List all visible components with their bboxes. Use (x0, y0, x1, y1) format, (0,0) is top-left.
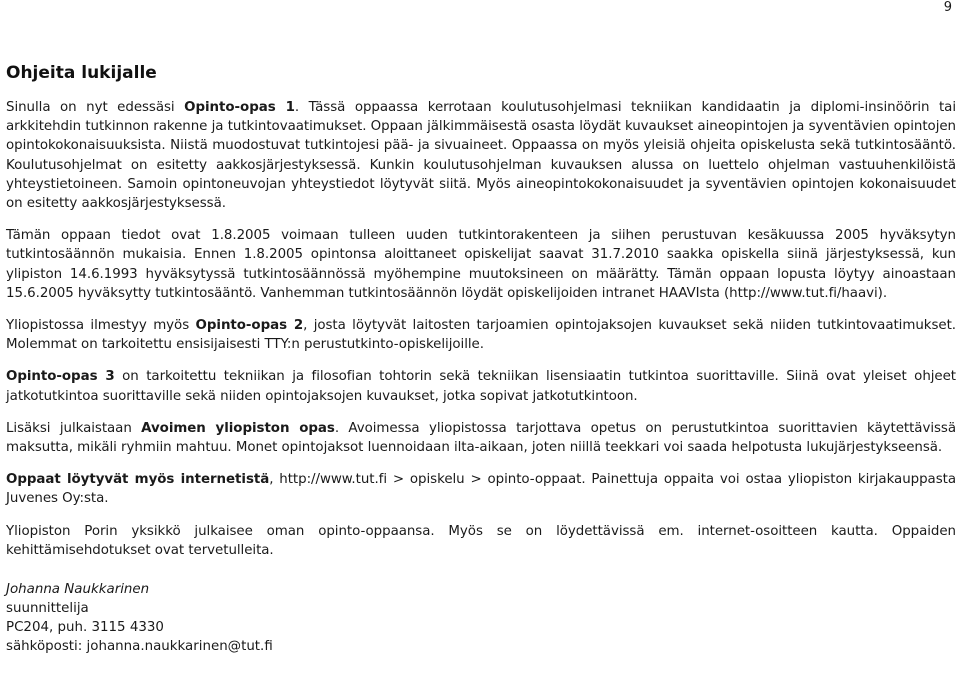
paragraph (6, 316, 956, 354)
bold-text: Opinto-opas 1 (184, 100, 295, 115)
text-segment: Sinulla on nyt edessäsi (6, 100, 185, 115)
signature-role: suunnittelija (6, 601, 89, 617)
text-segment: , josta löytyvät laitosten tarjoamien opintojaksojen kuvaukset sekä niiden tutkintovaatimukset. Molemmat on tarkoitettu ensisijaisesti TTY:n perustutkinto-opiskelijoille. (6, 318, 957, 353)
bold-text: Opinto-opas 2 (195, 318, 304, 334)
paragraph (6, 470, 956, 508)
signature-name: Johanna Naukkarinen (6, 582, 150, 598)
paragraph (6, 367, 956, 405)
text-segment: Yliopiston Porin yksikkö julkaisee oman opinto-oppaansa. Myös se on löydettävissä em. internet-osoitteen kautta. Oppaiden kehittämisehdotukset ovat tervetulleita. (6, 523, 956, 558)
text-segment: . Tässä oppaassa kerrotaan koulutusohjelmasi tekniikan kandidaatin ja diplomi-insinöörin tai arkkitehdin tutkinnon rakenne ja tutkintovaatimukset. Oppaan jälkimmäisestä osasta löydät kuvaukset aineopintojen ja syventävien opintojen opintokokonaisuuksista. Niistä muodostuvat tutkintojesi pää- ja sivuaineet. Oppaassa on myös yleisiä ohjeita opiskelusta sekä tutkintosääntö. Koulutusohjelmat on esitetty aakkosjärjestyksessä. Kunkin koulutusohjelman kuvauksen alussa on luettelo ohjelman vastuuhenkilöistä yhteystietoineen. Samoin opintoneuvojan yhteystiedot löytyvät siitä. Myös aineopintokokonaisuudet ja syventävien opintojen kokonaisuudet on esitetty aakkosjärjestyksessä. (6, 100, 956, 212)
text-segment: Tämän oppaan tiedot ovat 1.8.2005 voimaan tulleen uuden tutkintorakenteen ja siihen perustuvan kesäkuussa 2005 hyväksytyn tutkintosäännön mukaisia. Ennen 1.8.2005 opintonsa aloittaneet opiskelijat saavat 31.7.2010 saakka opiskella siinä järjestyksessä, kun ylipiston 14.6.1993 hyväksytyssä tutkintosäännössä myöhempine muutoksineen on määrätty. Tämän oppaan lopusta löytyy ainoastaan 15.6.2005 hyväksytty tutkintosääntö. Vanhemman tutkintosäännön löydät opiskelijoiden intranet HAAVIsta (http://www.tut.fi/haavi). (6, 228, 956, 301)
paragraph (6, 419, 956, 457)
signature-office: PC204, puh. 3115 4330 (6, 620, 164, 636)
signature-email: sähköposti: johanna.naukkarinen@tut.fi (6, 639, 273, 655)
text-segment: Yliopistossa ilmestyy myös (6, 318, 196, 334)
bold-text: Oppaat löytyvät myös internetistä (6, 472, 270, 488)
text-segment: Lisäksi julkaistaan (6, 420, 142, 436)
text-segment: . Avoimessa yliopistossa tarjottava opetus on perustutkintoa suorittavien käytettävissä maksutta, mikäli ryhmiin mahtuu. Monet opintojaksot luennoidaan ilta-aikaan, joten niillä teekkari voi saada helpotusta lukujärjestykseensä. (6, 420, 957, 456)
text-segment: on tarkoitettu tekniikan ja filosofian tohtorin sekä tekniikan lisensiaatin tutkintoa suorittaville. Siinä ovat yleiset ohjeet jatkotutkintoa suorittaville sekä niiden opintojaksojen kuvaukset, jotka sopivat jatkotutkintoon. (6, 369, 957, 404)
document-body (6, 62, 956, 656)
paragraph (6, 98, 956, 213)
signature-block (6, 580, 956, 656)
bold-text: Opinto-opas 3 (6, 369, 115, 385)
page-title: Ohjeita lukijalle (6, 63, 157, 83)
page-number: 9 (943, 0, 952, 15)
bold-text: Avoimen yliopiston opas (141, 420, 335, 436)
paragraphs (6, 98, 956, 560)
paragraph (6, 522, 956, 560)
paragraph (6, 226, 956, 303)
text-segment: , http://www.tut.fi > opiskelu > opinto-oppaat. Painettuja oppaita voi ostaa yliopiston kirjakauppasta Juvenes Oy:sta. (6, 472, 956, 507)
